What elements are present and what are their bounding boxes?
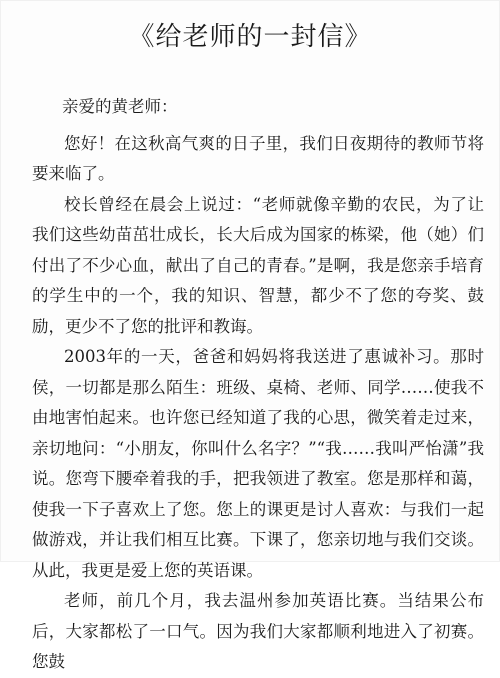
salutation: 亲爱的黄老师： bbox=[62, 97, 178, 116]
paragraph-english-contest: 老师，前几个月，我去温州参加英语比赛。当结果公布后，大家都松了一口气。因为我们大家都顺利地进入了初赛。您鼓 bbox=[32, 591, 484, 671]
paragraph-greeting: 您好！在这秋高气爽的日子里，我们日夜期待的教师节将要来临了。 bbox=[32, 133, 484, 183]
paragraph-principal-quote: 校长曾经在晨会上说过：“老师就像辛勤的农民，为了让我们这些幼苗茁壮成长，长大后成为国家的栋梁，他（她）们付出了不少心血，献出了自己的青春。”是啊，我是您亲手培育的学生中的一个，我的知识、智慧，都少不了您的夸奖、鼓励，更少不了您的批评和教诲。 bbox=[32, 194, 484, 336]
document-title: 《给老师的一封信》 bbox=[128, 22, 372, 52]
paragraph-2003-memory: 2003年的一天，爸爸和妈妈将我送进了惠诚补习。那时侯，一切都是那么陌生：班级、桌椅、老师、同学……使我不由地害怕起来。也许您已经知道了我的心思，微笑着走过来，亲切地问：“小朋友，你叫什么名字？”“我……我叫严怡潇”我说。您弯下腰牵着我的手，把我领进了教室。您是那样和蔼，使我一下子喜欢上了您。您上的课更是讨人喜欢：与我们一起做游戏，并让我们相互比赛。下课了，您亲切地与我们交谈。从此，我更是爱上您的英语课。 bbox=[32, 347, 484, 580]
letter-body bbox=[32, 92, 484, 678]
